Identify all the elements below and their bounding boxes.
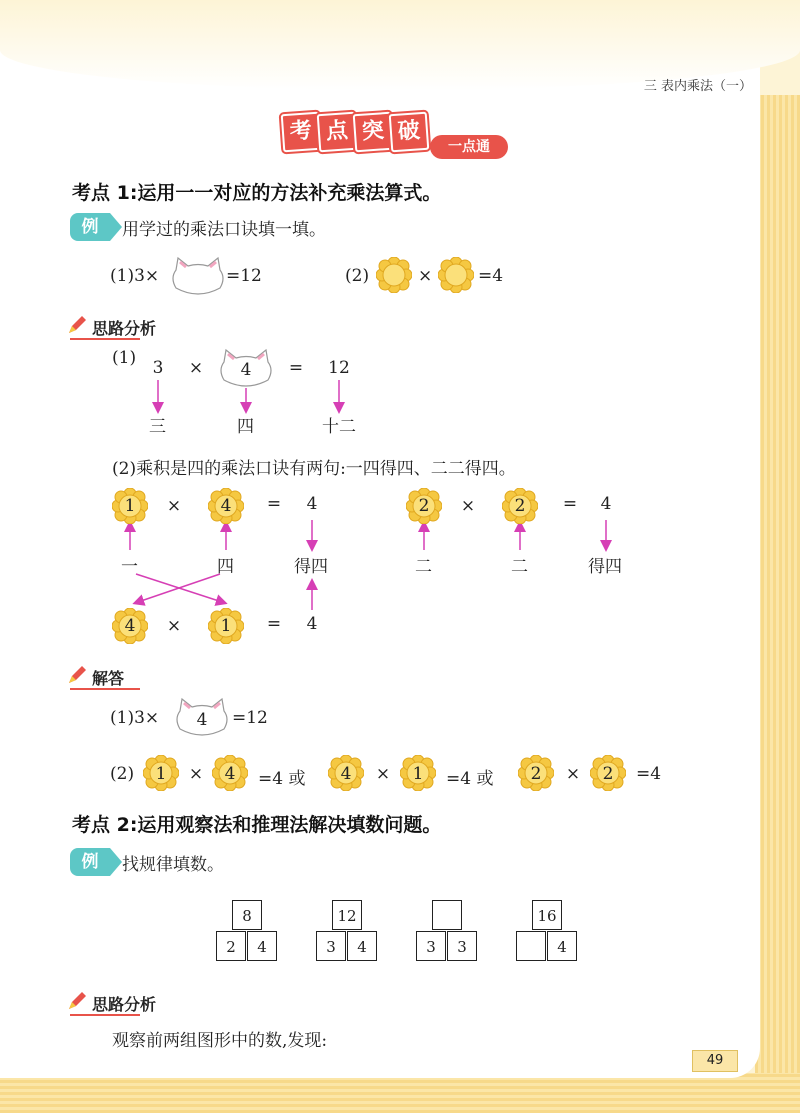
flower-num: 1 (124, 496, 136, 516)
example-badge: 例 (70, 848, 110, 876)
pyramid-left-blank[interactable] (516, 931, 546, 961)
flower-num: 2 (418, 496, 430, 516)
number-pyramid (316, 900, 378, 962)
pyramid-left: 2 (216, 931, 246, 961)
banner-char: 点 (317, 112, 358, 153)
pencil-icon (66, 990, 88, 1012)
answer1-heading: 解答 (92, 669, 125, 688)
p1-num: 4 (240, 360, 252, 380)
heading-underline (70, 688, 140, 690)
op: × (375, 764, 391, 784)
flower-num: 1 (155, 764, 167, 784)
p1-cn: 三 (149, 417, 166, 437)
pyramid-right: 4 (247, 931, 277, 961)
flower-num: 4 (220, 496, 232, 516)
pyramid-top: 12 (332, 900, 362, 930)
result: =4 (636, 764, 662, 784)
example-text: 用学过的乘法口诀填一填。 (122, 220, 326, 240)
result-or: =4 或 (446, 769, 494, 789)
pyramid-top: 16 (532, 900, 562, 930)
analysis2-text: 观察前两组图形中的数,发现: (112, 1031, 328, 1051)
pyramid-top-blank[interactable] (432, 900, 462, 930)
q2-right: =4 (478, 266, 504, 286)
example-badge: 例 (70, 213, 110, 241)
op: × (166, 616, 182, 636)
q1-left: (1)3× (110, 266, 160, 286)
example-text: 找规律填数。 (122, 855, 224, 875)
pyramid-left: 3 (416, 931, 446, 961)
op: = (266, 494, 282, 514)
a1-right: =12 (232, 708, 268, 728)
answer-value: 4 (196, 710, 208, 730)
number-pyramid (416, 900, 478, 962)
number-pyramid (516, 900, 578, 962)
p1-op: = (288, 358, 304, 378)
p1-cn: 十二 (322, 417, 356, 437)
cn-label: 二 (415, 557, 432, 577)
banner-char: 突 (353, 112, 394, 153)
analysis2-heading: 思路分析 (92, 995, 157, 1014)
a1-left: (1)3× (110, 708, 160, 728)
q2-label: (2) (345, 266, 370, 286)
banner-char: 破 (389, 112, 430, 153)
cn-label: 一 (121, 557, 138, 577)
analysis1-heading: 思路分析 (92, 319, 157, 338)
pyramid-top: 8 (232, 900, 262, 930)
q1-right: =12 (226, 266, 262, 286)
p1-cn: 四 (237, 417, 254, 437)
flower-num: 4 (340, 764, 352, 784)
flower-num: 2 (530, 764, 542, 784)
heading-underline (70, 1014, 140, 1016)
product: 4 (306, 494, 318, 514)
pencil-icon (66, 664, 88, 686)
flower-num: 4 (224, 764, 236, 784)
flower-num: 1 (412, 764, 424, 784)
flower-num: 4 (124, 616, 136, 636)
flower-num: 2 (514, 496, 526, 516)
banner-tag: 一点通 (430, 135, 508, 159)
banner-char: 考 (281, 112, 322, 153)
q2-times: × (418, 266, 433, 286)
flower-num: 2 (602, 764, 614, 784)
op: × (460, 496, 476, 516)
a2-label: (2) (110, 764, 135, 784)
pyramid-right: 4 (547, 931, 577, 961)
p1-num: 12 (328, 358, 350, 378)
product: 4 (600, 494, 612, 514)
op: = (562, 494, 578, 514)
result-or: =4 或 (258, 769, 306, 789)
chapter-header: 三 表内乘法（一） (643, 79, 752, 94)
topic2-title: 考点 2:运用观察法和推理法解决填数问题。 (72, 814, 442, 836)
op: × (188, 764, 204, 784)
cn-label: 四 (217, 557, 234, 577)
flower-num: 1 (220, 616, 232, 636)
op: × (565, 764, 581, 784)
cn-label: 得四 (588, 557, 622, 577)
p1-num: 3 (152, 358, 164, 378)
cn-label: 二 (511, 557, 528, 577)
pyramid-right: 3 (447, 931, 477, 961)
topic1-title: 考点 1:运用一一对应的方法补充乘法算式。 (72, 182, 442, 204)
number-pyramid (216, 900, 278, 962)
pyramid-left: 3 (316, 931, 346, 961)
page-number: 49 (692, 1050, 738, 1072)
p1-label: (1) (112, 348, 137, 368)
p2-text: (2)乘积是四的乘法口诀有两句:一四得四、二二得四。 (112, 459, 516, 479)
pyramid-right: 4 (347, 931, 377, 961)
product: 4 (306, 614, 318, 634)
p1-op: × (188, 358, 204, 378)
cn-label: 得四 (294, 557, 328, 577)
op: × (166, 496, 182, 516)
op: = (266, 614, 282, 634)
